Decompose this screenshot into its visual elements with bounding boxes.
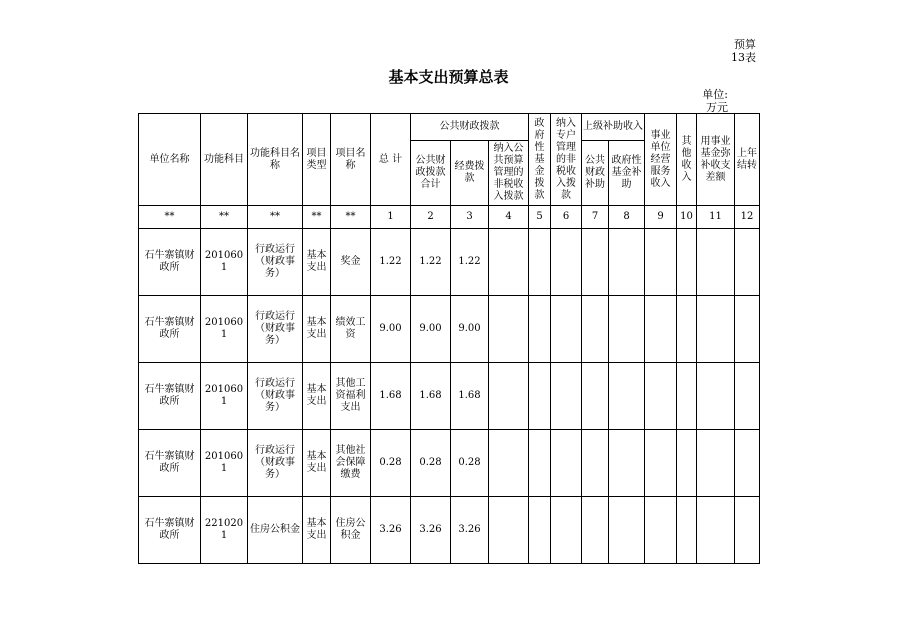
col-gov-fund: 政府性基金拨款 (529, 114, 551, 206)
cell-public-total: 0.28 (411, 430, 451, 497)
cell-empty (609, 497, 645, 564)
col-public-fiscal: 公共财政拨款 (411, 114, 529, 141)
cell-empty (677, 430, 697, 497)
cell-func: 行政运行（财政事务） (248, 430, 303, 497)
unit-label: 单位:万元 (702, 88, 728, 114)
col-upper-subsidy: 上级补助收入 (582, 114, 645, 141)
cell-func: 行政运行（财政事务） (248, 363, 303, 430)
index-cell: 3 (451, 206, 489, 229)
cell-empty (489, 430, 529, 497)
table-row (139, 296, 760, 363)
cell-public-total: 3.26 (411, 497, 451, 564)
index-row (139, 206, 760, 229)
cell-empty (609, 430, 645, 497)
index-cell: 1 (371, 206, 411, 229)
cell-public-total: 1.68 (411, 363, 451, 430)
col-total: 总 计 (371, 114, 411, 206)
col-non-tax-in-budget: 纳入公共预算管理的非税收入拨款 (489, 141, 529, 206)
index-cell: 10 (677, 206, 697, 229)
cell-empty (645, 296, 677, 363)
cell-func: 行政运行（财政事务） (248, 229, 303, 296)
index-cell: 5 (529, 206, 551, 229)
col-carryover: 上年结转 (735, 114, 760, 206)
index-cell: ** (331, 206, 371, 229)
cell-empty (645, 497, 677, 564)
col-special-non-tax: 纳入专户管理的非税收入拨款 (551, 114, 582, 206)
cell-empty (697, 497, 735, 564)
cell-empty (489, 497, 529, 564)
cell-empty (582, 363, 609, 430)
col-operating: 经费拨款 (451, 141, 489, 206)
index-cell: 11 (697, 206, 735, 229)
cell-empty (529, 430, 551, 497)
cell-operating: 3.26 (451, 497, 489, 564)
cell-empty (677, 497, 697, 564)
col-item-name: 项目名称 (331, 114, 371, 206)
cell-empty (489, 363, 529, 430)
cell-code: 2010601 (201, 430, 248, 497)
cell-empty (489, 296, 529, 363)
cell-operating: 1.68 (451, 363, 489, 430)
cell-type: 基本支出 (303, 296, 331, 363)
cell-unit: 石牛寨镇财政所 (139, 296, 201, 363)
cell-operating: 1.22 (451, 229, 489, 296)
cell-empty (677, 363, 697, 430)
index-cell: ** (303, 206, 331, 229)
cell-func: 住房公积金 (248, 497, 303, 564)
cell-total: 0.28 (371, 430, 411, 497)
cell-empty (645, 430, 677, 497)
cell-item: 住房公积金 (331, 497, 371, 564)
cell-empty (551, 363, 582, 430)
cell-item: 绩效工资 (331, 296, 371, 363)
cell-code: 2210201 (201, 497, 248, 564)
budget-table (138, 113, 760, 564)
cell-empty (489, 229, 529, 296)
cell-empty (735, 363, 760, 430)
cell-empty (551, 430, 582, 497)
cell-empty (551, 497, 582, 564)
cell-empty (697, 296, 735, 363)
cell-empty (697, 229, 735, 296)
table-row (139, 497, 760, 564)
index-cell: ** (248, 206, 303, 229)
col-gov-fund-subsidy: 政府性基金补助 (609, 141, 645, 206)
cell-empty (582, 229, 609, 296)
cell-code: 2010601 (201, 229, 248, 296)
table-row (139, 363, 760, 430)
cell-unit: 石牛寨镇财政所 (139, 497, 201, 564)
cell-type: 基本支出 (303, 229, 331, 296)
index-cell: 8 (609, 206, 645, 229)
cell-total: 1.22 (371, 229, 411, 296)
table-row (139, 430, 760, 497)
cell-empty (609, 363, 645, 430)
col-other-income: 其他收入 (677, 114, 697, 206)
cell-empty (551, 296, 582, 363)
cell-item: 奖金 (331, 229, 371, 296)
cell-empty (735, 430, 760, 497)
cell-empty (735, 296, 760, 363)
cell-total: 9.00 (371, 296, 411, 363)
cell-total: 3.26 (371, 497, 411, 564)
cell-empty (677, 229, 697, 296)
table-row (139, 229, 760, 296)
cell-empty (582, 497, 609, 564)
cell-public-total: 9.00 (411, 296, 451, 363)
cell-empty (677, 296, 697, 363)
cell-empty (551, 229, 582, 296)
cell-empty (609, 229, 645, 296)
cell-operating: 0.28 (451, 430, 489, 497)
cell-empty (697, 363, 735, 430)
cell-empty (529, 296, 551, 363)
cell-item: 其他社会保障缴费 (331, 430, 371, 497)
cell-type: 基本支出 (303, 430, 331, 497)
cell-unit: 石牛寨镇财政所 (139, 430, 201, 497)
cell-empty (697, 430, 735, 497)
cell-public-total: 1.22 (411, 229, 451, 296)
index-cell: 6 (551, 206, 582, 229)
cell-type: 基本支出 (303, 363, 331, 430)
cell-empty (529, 497, 551, 564)
index-cell: 2 (411, 206, 451, 229)
index-cell: ** (139, 206, 201, 229)
cell-empty (645, 363, 677, 430)
index-cell: 12 (735, 206, 760, 229)
index-cell: 9 (645, 206, 677, 229)
cell-unit: 石牛寨镇财政所 (139, 229, 201, 296)
col-item-type: 项目类型 (303, 114, 331, 206)
cell-empty (582, 430, 609, 497)
col-unit-name: 单位名称 (139, 114, 201, 206)
col-fund-balance: 用事业基金弥补收支差额 (697, 114, 735, 206)
index-cell: 7 (582, 206, 609, 229)
cell-operating: 9.00 (451, 296, 489, 363)
col-business-income: 事业单位经营服务收入 (645, 114, 677, 206)
index-cell: 4 (489, 206, 529, 229)
col-func-name: 功能科目名称 (248, 114, 303, 206)
cell-empty (645, 229, 677, 296)
cell-unit: 石牛寨镇财政所 (139, 363, 201, 430)
cell-empty (582, 296, 609, 363)
page-title: 基本支出预算总表 (388, 68, 509, 86)
index-cell: ** (201, 206, 248, 229)
cell-code: 2010601 (201, 363, 248, 430)
col-public-fiscal-subsidy: 公共财政补助 (582, 141, 609, 206)
cell-empty (529, 229, 551, 296)
cell-empty (609, 296, 645, 363)
cell-empty (735, 497, 760, 564)
header-row-1 (139, 114, 760, 141)
cell-empty (735, 229, 760, 296)
cell-type: 基本支出 (303, 497, 331, 564)
cell-total: 1.68 (371, 363, 411, 430)
cell-func: 行政运行（财政事务） (248, 296, 303, 363)
cell-empty (529, 363, 551, 430)
cell-item: 其他工资福利支出 (331, 363, 371, 430)
table-number: 预算13表 (731, 38, 756, 64)
col-func-code: 功能科目 (201, 114, 248, 206)
col-public-fiscal-total: 公共财政拨款合计 (411, 141, 451, 206)
cell-code: 2010601 (201, 296, 248, 363)
